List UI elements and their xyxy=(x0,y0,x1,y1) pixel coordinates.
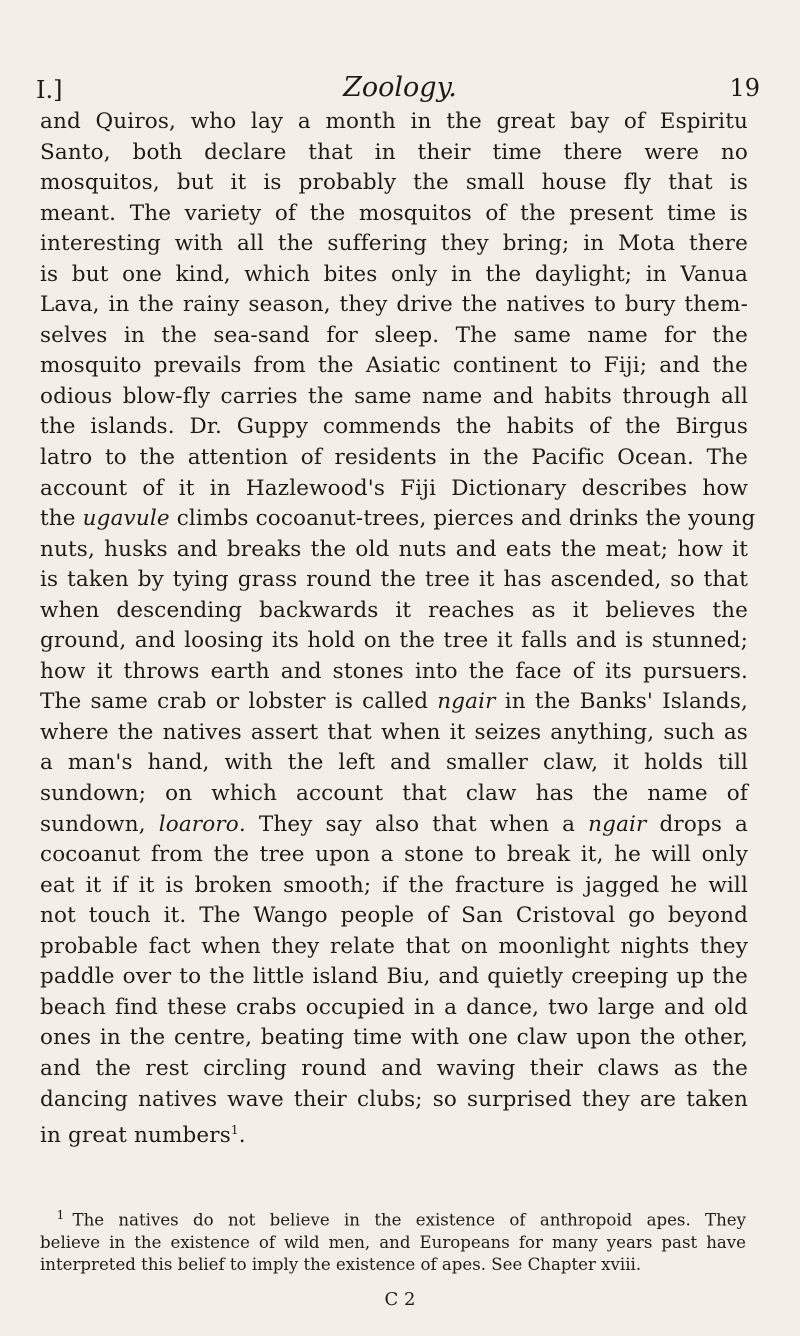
text-line: interesting with all the suffering they bring; in Mota there xyxy=(40,231,748,257)
page-number: 19 xyxy=(729,74,760,102)
text-line: ground, and loosing its hold on the tree it falls and is stunned; xyxy=(40,628,748,654)
body-text xyxy=(40,107,756,1152)
text-line: dancing natives wave their clubs; so surprised they are taken xyxy=(40,1086,748,1112)
signature-mark: C 2 xyxy=(384,1289,416,1310)
footnote xyxy=(40,1204,746,1276)
text-line: selves in the sea-sand for sleep. The same name for the xyxy=(40,322,748,348)
footnote-line: believe in the existence of wild men, and Europeans for many years past have xyxy=(40,1232,746,1252)
text-line: a man's hand, with the left and smaller claw, it holds till xyxy=(40,750,748,776)
text-line: Santo, both declare that in their time there were no xyxy=(40,139,748,165)
text-line: nuts, husks and breaks the old nuts and eats the meat; how it xyxy=(40,536,748,562)
text-line: and Quiros, who lay a month in the great bay of Espiritu xyxy=(40,109,748,134)
text-line: mosquitos, but it is probably the small house fly that is xyxy=(40,170,748,196)
text-line: where the natives assert that when it seizes anything, such as xyxy=(40,719,748,745)
footnote-marker: 1 xyxy=(56,1208,65,1222)
text-line-content: in great numbers xyxy=(40,1123,231,1149)
text-line: mosquito prevails from the Asiatic continent to Fiji; and the xyxy=(40,353,748,379)
text-line: is taken by tying grass round the tree it has ascended, so that xyxy=(40,567,748,593)
text-line: not touch it. The Wango people of San Cristoval go beyond xyxy=(40,903,748,929)
text-line: beach find these crabs occupied in a dance, two large and old xyxy=(40,994,748,1020)
text-line: and the rest circling round and waving their claws as the xyxy=(40,1055,748,1081)
text-line: latro to the attention of residents in the Pacific Ocean. The xyxy=(40,445,748,471)
text-line: sundown, loaroro. They say also that when a ngair drops a xyxy=(40,811,748,837)
running-title: Zoology. xyxy=(343,72,457,103)
text-line: the islands. Dr. Guppy commends the habits of the Birgus xyxy=(40,414,748,440)
footnote-line xyxy=(40,1204,746,1232)
text-line: cocoanut from the tree upon a stone to break it, he will only xyxy=(40,842,748,868)
text-line: account of it in Hazlewood's Fiji Dictionary describes how xyxy=(40,475,748,501)
text-line: Lava, in the rainy season, they drive the natives to bury them- xyxy=(40,292,748,318)
text-line: how it throws earth and stones into the face of its pursuers. xyxy=(40,658,748,684)
text-line: ones in the centre, beating time with one claw upon the other, xyxy=(40,1025,748,1051)
text-line: when descending backwards it reaches as it believes the xyxy=(40,597,748,623)
text-line: odious blow-fly carries the same name and habits through all xyxy=(40,383,748,409)
chapter-marker: I.] xyxy=(36,76,63,104)
footnote-line-content: The natives do not believe in the existence of anthropoid apes. They xyxy=(72,1210,746,1230)
text-line: paddle over to the little island Biu, and quietly creeping up the xyxy=(40,964,748,990)
text-line: probable fact when they relate that on moonlight nights they xyxy=(40,933,748,959)
footnote-reference: 1 xyxy=(230,1123,239,1138)
text-line: the ugavule climbs cocoanut-trees, pierces and drinks the young xyxy=(40,506,756,532)
text-line-last: in great numbers$^1$. xyxy=(40,1123,246,1149)
text-line: meant. The variety of the mosquitos of the present time is xyxy=(40,200,748,226)
text-line: sundown; on which account that claw has the name of xyxy=(40,781,748,807)
text-line: The same crab or lobster is called ngair in the Banks' Islands, xyxy=(40,689,748,715)
text-line: is but one kind, which bites only in the daylight; in Vanua xyxy=(40,261,748,287)
running-header xyxy=(36,72,764,106)
text-line: eat it if it is broken smooth; if the fracture is jagged he will xyxy=(40,872,748,898)
footnote-line: interpreted this belief to imply the existence of apes. See Chapter xviii. xyxy=(40,1254,642,1274)
